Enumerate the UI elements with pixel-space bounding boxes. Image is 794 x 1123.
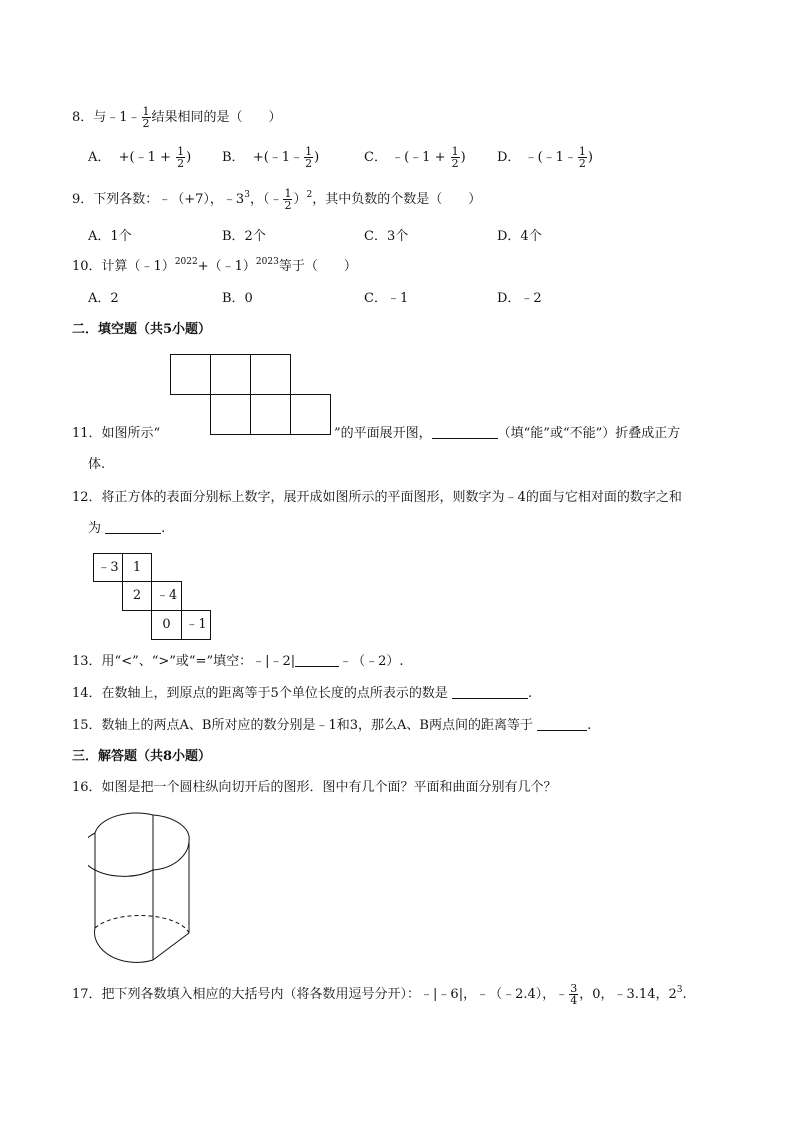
half-cylinder-figure <box>88 808 198 966</box>
q13-answer-blank[interactable] <box>295 652 339 667</box>
question-11-prefix: 11．如图所示“ <box>72 426 161 441</box>
section-3-heading: 三．解答题（共8小题） <box>72 749 212 764</box>
q9-option-d[interactable]: D．4个 <box>497 229 542 244</box>
question-12-line1: 12．将正方体的表面分别标上数字，展开成如图所示的平面图形，则数字为﹣4的面与它相对面的数字之和 <box>72 490 682 505</box>
question-16: 16．如图是把一个圆柱纵向切开后的图形．图中有几个面？平面和曲面分别有几个？ <box>72 780 557 795</box>
question-14: 14．在数轴上，到原点的距离等于5个单位长度的点所表示的数是 . <box>72 686 533 701</box>
q10-option-d[interactable]: D．﹣2 <box>497 291 542 306</box>
q8-option-b[interactable]: B． +(﹣1﹣ $\frac{1}{2}$ ) <box>222 145 320 170</box>
question-17: 17．把下列各数填入相应的大括号内（将各数用逗号分开）：﹣|﹣6|，﹣（﹣2.4），﹣ $\frac{3}{4}$ ，0，﹣3.14，$2^3$. <box>72 982 687 1007</box>
net-cell: ﹣3 <box>93 553 123 582</box>
q9-option-b[interactable]: B．2个 <box>222 229 266 244</box>
q10-option-a[interactable]: A．2 <box>88 291 119 306</box>
question-8 <box>72 106 282 129</box>
net-cell: ﹣4 <box>151 581 182 611</box>
question-12-line2: 为 . <box>88 521 166 536</box>
q8-option-a[interactable]: A． +(﹣1 + $\frac{1}{2}$ ) <box>88 145 192 170</box>
q8-option-d[interactable]: D． ﹣(﹣1﹣ $\frac{1}{2}$ ) <box>497 145 593 170</box>
q10-option-c[interactable]: C．﹣1 <box>364 291 409 306</box>
question-10: 10．计算（﹣1）$^{2022}$+（﹣1）$^{2023}$等于（ ） <box>72 257 357 274</box>
question-13: 13．用“<”、“>”或“=”填空：﹣|﹣2| ﹣（﹣2）. <box>72 654 404 669</box>
q12-answer-blank[interactable] <box>105 519 161 534</box>
net-cell: 2 <box>122 581 152 611</box>
q11-answer-blank[interactable] <box>432 424 498 439</box>
q15-answer-blank[interactable] <box>537 716 587 731</box>
net-cell: 0 <box>151 610 182 640</box>
q9-option-a[interactable]: A．1个 <box>88 229 132 244</box>
section-2-heading: 二．填空题（共5小题） <box>72 322 212 337</box>
question-11-line2: 体. <box>88 457 106 472</box>
question-15: 15．数轴上的两点A、B所对应的数分别是﹣1和3，那么A、B两点间的距离等于 . <box>72 718 592 733</box>
question-11-body: ”的平面展开图， （填“能”或“不能”）折叠成正方 <box>334 426 681 441</box>
q8-tail: 结果相同的是（ ） <box>151 110 282 125</box>
q14-answer-blank[interactable] <box>452 684 528 699</box>
q8-text: 8．与﹣1﹣ <box>72 110 141 125</box>
q10-option-b[interactable]: B．0 <box>222 291 253 306</box>
question-9: 9．下列各数：﹣（+7），$﹣3^3$，（﹣ $\frac{1}{2}$ ）$^2$，其中负数的个数是（ ） <box>72 187 482 212</box>
q8-option-c[interactable]: C． ﹣(﹣1 + $\frac{1}{2}$ ) <box>364 145 466 170</box>
net-cell: 1 <box>122 553 152 582</box>
net-cell: ﹣1 <box>181 610 211 640</box>
q8-fraction: $\frac{1}{2}$ <box>142 105 150 130</box>
q9-option-c[interactable]: C．3个 <box>364 229 409 244</box>
